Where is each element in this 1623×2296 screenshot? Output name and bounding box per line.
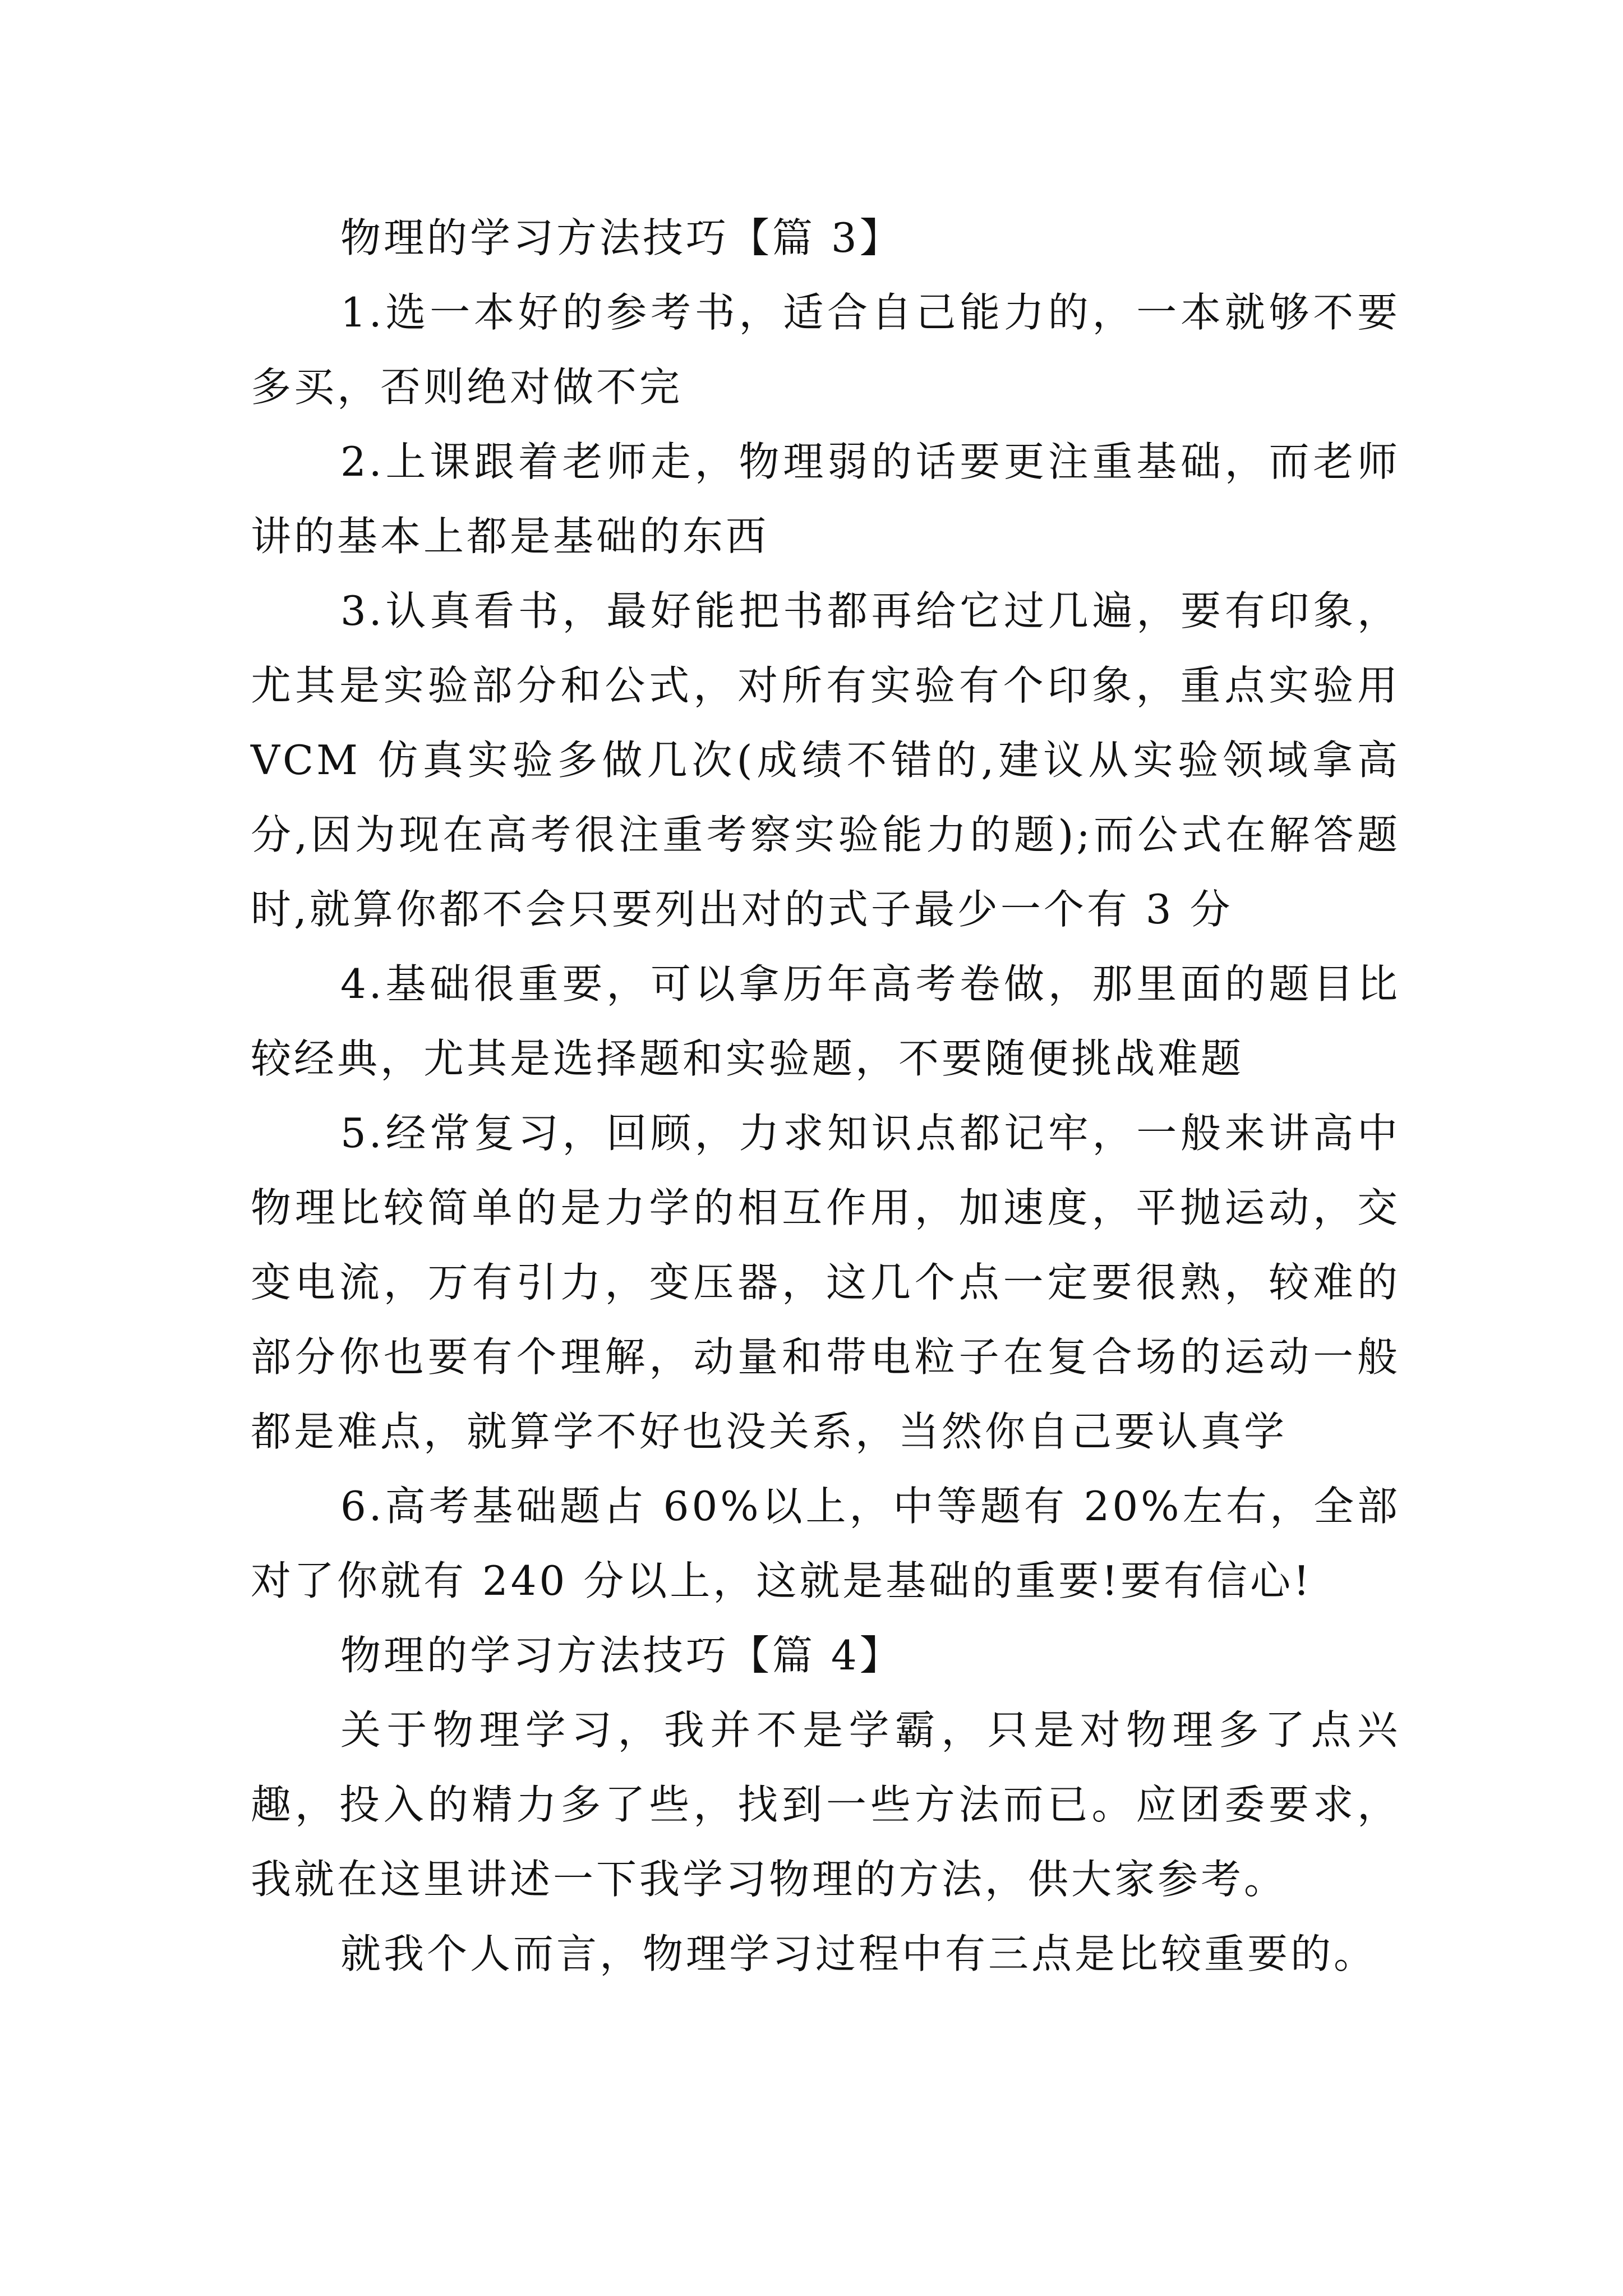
paragraph-tip-5: 5.经常复习，回顾，力求知识点都记牢，一般来讲高中物理比较简单的是力学的相互作用，加速度，平抛运动，交变电流，万有引力，变压器，这几个点一定要很熟，较难的部分你也要有个理解，动量和带电粒子在复合场的运动一般都是难点，就算学不好也没关系，当然你自己要认真学 xyxy=(251,1110,1400,1455)
paragraph-tip-1: 1.选一本好的参考书，适合自己能力的，一本就够不要多买，否则绝对做不完 xyxy=(251,289,1400,411)
paragraph-intro: 关于物理学习，我并不是学霸，只是对物理多了点兴趣，投入的精力多了些，找到一些方法而已。应团委要求，我就在这里讲述一下我学习物理的方法，供大家参考。 xyxy=(251,1706,1400,1903)
paragraph-tip-2: 2.上课跟着老师走，物理弱的话要更注重基础，而老师讲的基本上都是基础的东西 xyxy=(251,438,1400,560)
document-body xyxy=(251,201,1400,1991)
paragraph-three-points: 就我个人而言，物理学习过程中有三点是比较重要的。 xyxy=(340,1930,1377,1977)
paragraph-tip-4: 4.基础很重要，可以拿历年高考卷做，那里面的题目比较经典，尤其是选择题和实验题，不要随便挑战难题 xyxy=(251,960,1400,1082)
paragraph-tip-6: 6.高考基础题占 60%以上，中等题有 20%左右，全部对了你就有 240 分以上，这就是基础的重要!要有信心! xyxy=(251,1483,1400,1604)
section-heading-4: 物理的学习方法技巧【篇 4】 xyxy=(340,1632,903,1679)
section-heading-3: 物理的学习方法技巧【篇 3】 xyxy=(340,214,903,261)
paragraph-tip-3: 3.认真看书，最好能把书都再给它过几遍，要有印象，尤其是实验部分和公式，对所有实验有个印象，重点实验用 VCM 仿真实验多做几次(成绩不错的,建议从实验领域拿高分,因为现在高考很注重考察实验能力的题);而公式在解答题时,就算你都不会只要列出对的式子最少一个有 3 分 xyxy=(251,587,1400,933)
